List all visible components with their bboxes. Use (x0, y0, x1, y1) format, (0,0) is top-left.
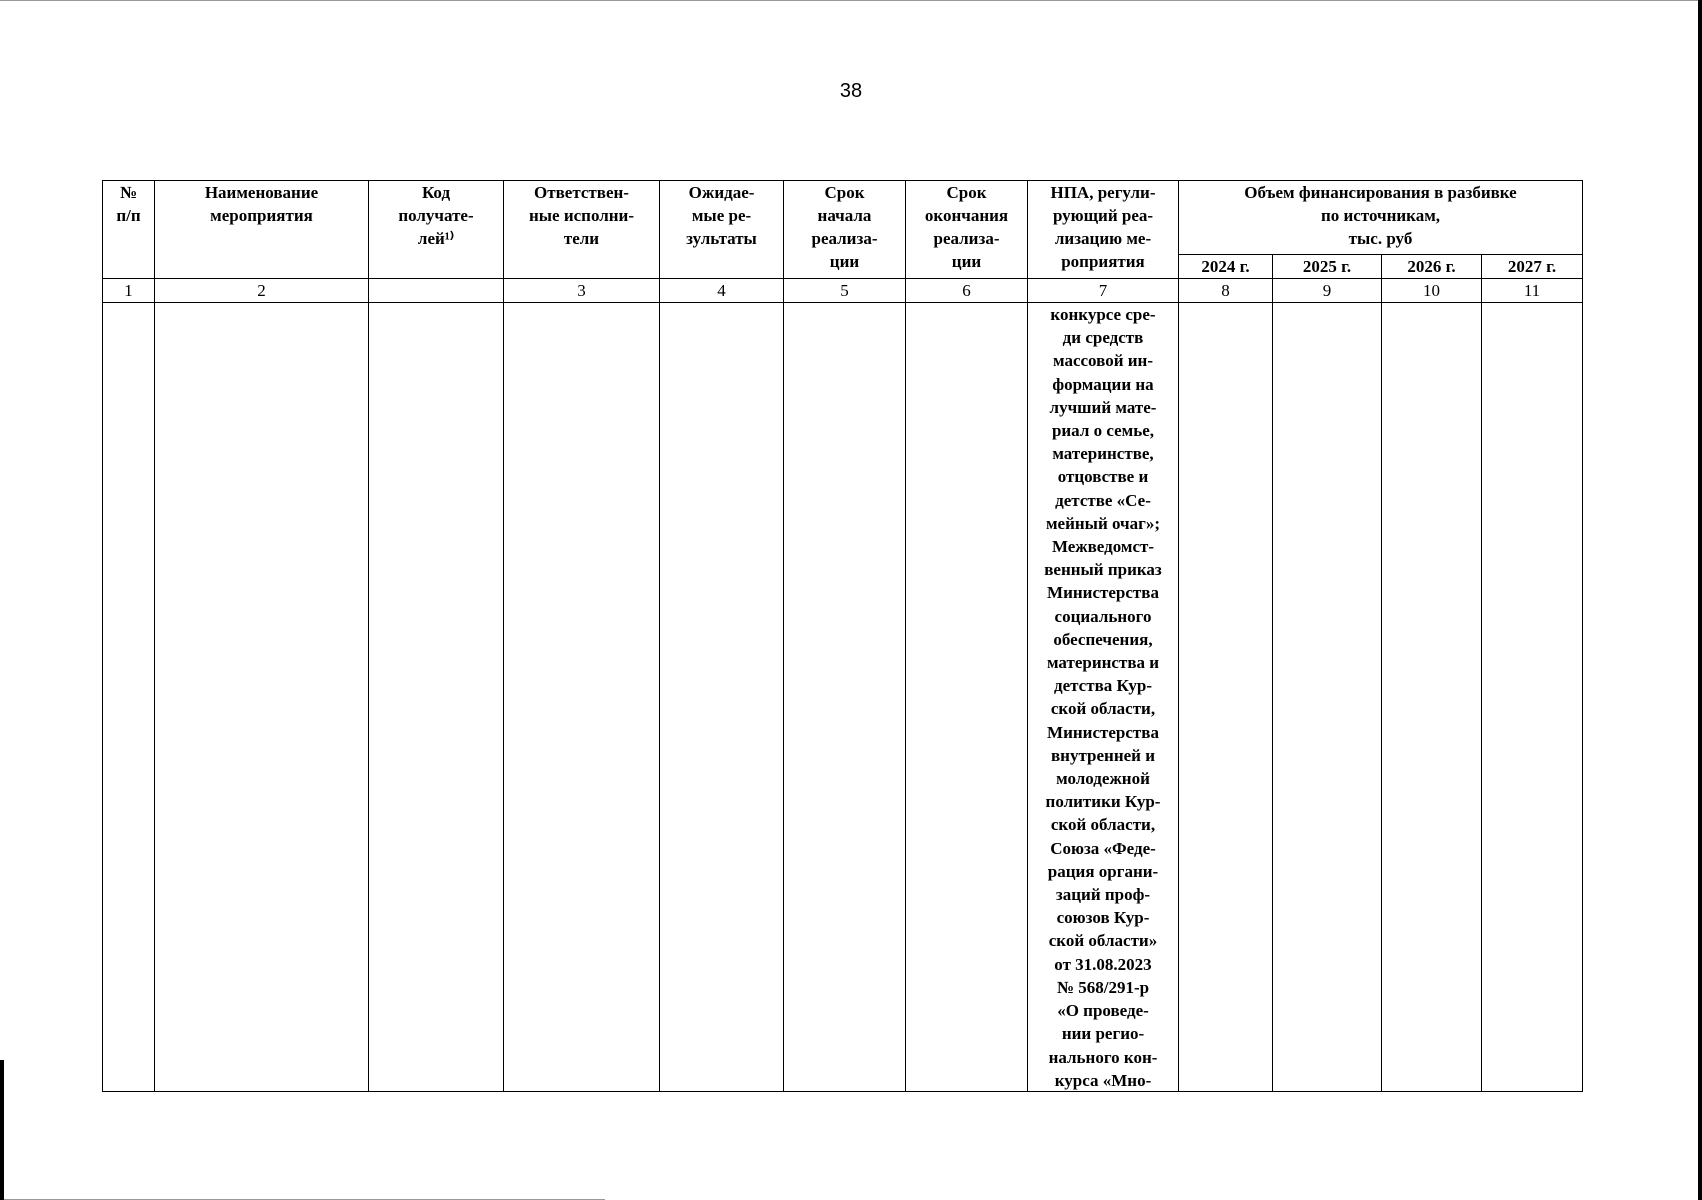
cell-responsible (504, 303, 660, 1092)
header-end-date: Срок окончания реализа- ции (906, 181, 1028, 279)
scan-shadow-right (1698, 0, 1702, 1200)
column-number: 6 (906, 279, 1028, 303)
column-number: 8 (1179, 279, 1273, 303)
header-measure-name: Наименование мероприятия (155, 181, 369, 279)
cell-funding-2024 (1179, 303, 1273, 1092)
scan-shadow-left (0, 1060, 4, 1200)
header-number: № п/п (103, 181, 155, 279)
cell-start-date (784, 303, 906, 1092)
column-number: 9 (1273, 279, 1382, 303)
header-year: 2026 г. (1382, 254, 1482, 278)
column-numbers-row (103, 279, 1583, 303)
cell-npa (1028, 303, 1179, 1092)
cell-number (103, 303, 155, 1092)
column-number: 7 (1028, 279, 1179, 303)
column-number: 10 (1382, 279, 1482, 303)
cell-end-date (906, 303, 1028, 1092)
measures-table (102, 180, 1583, 1092)
cell-expected-results (660, 303, 784, 1092)
header-responsible: Ответствен- ные исполни- тели (504, 181, 660, 279)
column-number: 4 (660, 279, 784, 303)
header-year: 2027 г. (1482, 254, 1583, 278)
column-number: 1 (103, 279, 155, 303)
header-npa: НПА, регули- рующий реа- лизацию ме- роприятия (1028, 181, 1179, 279)
page-number: 38 (839, 80, 863, 102)
column-number: 3 (504, 279, 660, 303)
header-start-date: Срок начала реализа- ции (784, 181, 906, 279)
cell-funding-2026 (1382, 303, 1482, 1092)
header-year: 2025 г. (1273, 254, 1382, 278)
header-funding: Объем финансирования в разбивке по источникам, тыс. руб (1179, 181, 1583, 255)
table-row (103, 303, 1583, 1092)
header-recipient-code: Код получате- лей¹⁾ (369, 181, 504, 279)
npa-text: конкурсе сре- ди средств массовой ин- формации на лучший мате- риал о семье, материнстве, отцовстве и детстве «Се- мейный очаг»; Межведомст- венный приказ Министерства социального обеспечения, материнства и детства Кур- ской области, Министерства внутренней и молодежной политики Кур- ской области, Союза «Феде- рация органи- заций проф- союзов Кур- ской области» от 31.08.2023 № 568/291-р «О проведе- нии регио- нального кон- курса «Мно- (1044, 305, 1162, 1090)
cell-funding-2027 (1482, 303, 1583, 1092)
page-top-edge (0, 0, 1702, 1)
cell-recipient-code (369, 303, 504, 1092)
column-number: 11 (1482, 279, 1583, 303)
cell-measure-name (155, 303, 369, 1092)
header-year: 2024 г. (1179, 254, 1273, 278)
column-number (369, 279, 504, 303)
column-number: 2 (155, 279, 369, 303)
header-expected-results: Ожидае- мые ре- зультаты (660, 181, 784, 279)
cell-funding-2025 (1273, 303, 1382, 1092)
header-row (103, 181, 1583, 255)
column-number: 5 (784, 279, 906, 303)
